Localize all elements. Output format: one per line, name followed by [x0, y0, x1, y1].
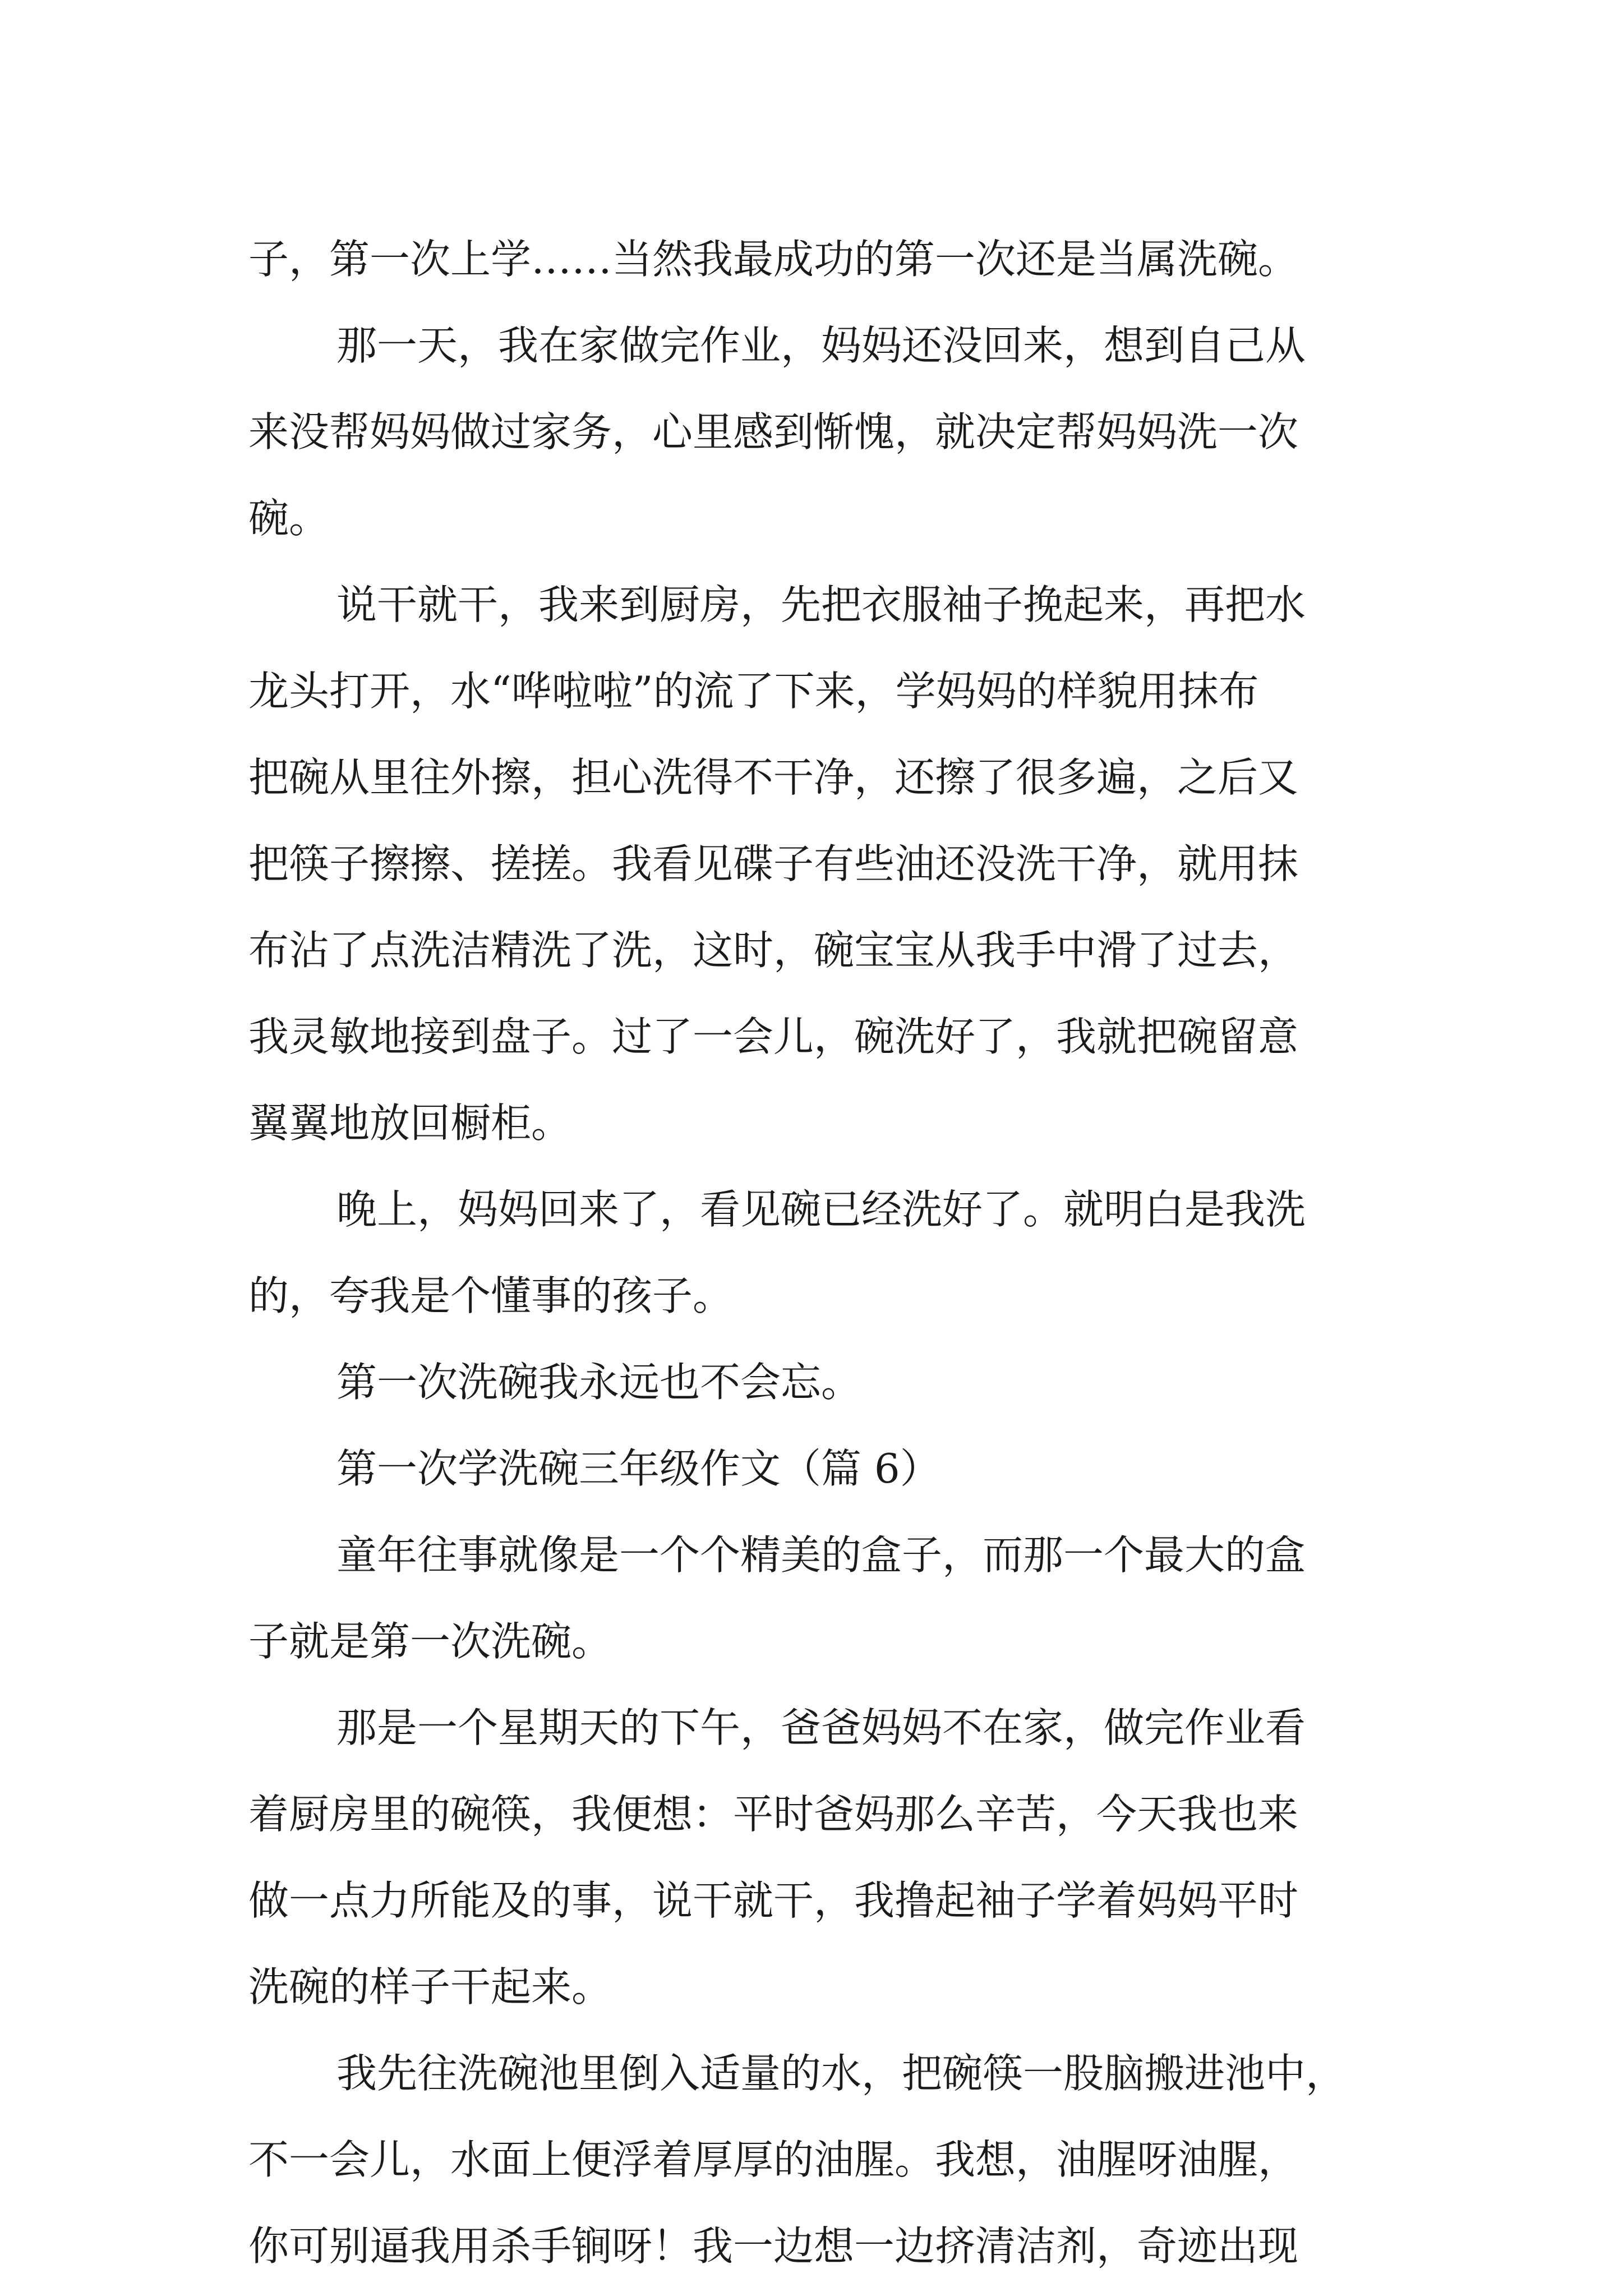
text-line: 的，夸我是个懂事的孩子。: [248, 1272, 734, 1319]
paragraph: [248, 1425, 1393, 1512]
text-line: 做一点力所能及的事，说干就干，我撸起袖子学着妈妈平时: [248, 1877, 1299, 1924]
text-line: 第一次学洗碗三年级作文（篇 6）: [336, 1445, 940, 1492]
paragraph: [248, 1512, 1393, 1685]
text-line: 洗碗的样子干起来。: [248, 1963, 612, 2010]
text-line: 来没帮妈妈做过家务，心里感到惭愧，就决定帮妈妈洗一次: [248, 408, 1299, 455]
text-line: 把筷子擦擦、搓搓。我看见碟子有些油还没洗干净，就用抹: [248, 840, 1299, 887]
paragraph: [248, 216, 1393, 302]
text-line: 不一会儿，水面上便浮着厚厚的油腥。我想，油腥呀油腥，: [248, 2136, 1299, 2183]
text-line: 我灵敏地接到盘子。过了一会儿，碗洗好了，我就把碗留意: [248, 1013, 1299, 1060]
text-line: 第一次洗碗我永远也不会忘。: [336, 1359, 862, 1406]
paragraph: [248, 1685, 1393, 2030]
text-line: 那一天，我在家做完作业，妈妈还没回来，想到自己从: [336, 322, 1306, 369]
text-line: 布沾了点洗洁精洗了洗，这时，碗宝宝从我手中滑了过去，: [248, 927, 1299, 974]
text-line: 碗。: [248, 495, 330, 542]
text-line: 晚上，妈妈回来了，看见碗已经洗好了。就明白是我洗: [336, 1186, 1306, 1233]
text-line: 我先往洗碗池里倒入适量的水，把碗筷一股脑搬进池中，: [336, 2050, 1347, 2097]
text-line: 龙头打开，水“哗啦啦”的流了下来，学妈妈的样貌用抹布: [248, 668, 1259, 715]
text-line: 翼翼地放回橱柜。: [248, 1099, 572, 1147]
text-line: 子就是第一次洗碗。: [248, 1618, 612, 1665]
text-line: 你可别逼我用杀手锏呀！我一边想一边挤清洁剂，奇迹出现: [248, 2223, 1299, 2270]
paragraph: [248, 2030, 1393, 2289]
text-line: 那是一个星期天的下午，爸爸妈妈不在家，做完作业看: [336, 1704, 1306, 1751]
document-body: [248, 216, 1393, 2289]
paragraph: [248, 1339, 1393, 1425]
paragraph: [248, 562, 1393, 1166]
paragraph: [248, 302, 1393, 562]
text-line: 说干就干，我来到厨房，先把衣服袖子挽起来，再把水: [336, 581, 1306, 628]
text-line: 子，第一次上学……当然我最成功的第一次还是当属洗碗。: [248, 236, 1299, 283]
text-line: 童年往事就像是一个个精美的盒子，而那一个最大的盒: [336, 1531, 1306, 1579]
text-line: 着厨房里的碗筷，我便想：平时爸妈那么辛苦，今天我也来: [248, 1791, 1299, 1838]
text-line: 把碗从里往外擦，担心洗得不干净，还擦了很多遍，之后又: [248, 754, 1299, 801]
paragraph: [248, 1166, 1393, 1339]
